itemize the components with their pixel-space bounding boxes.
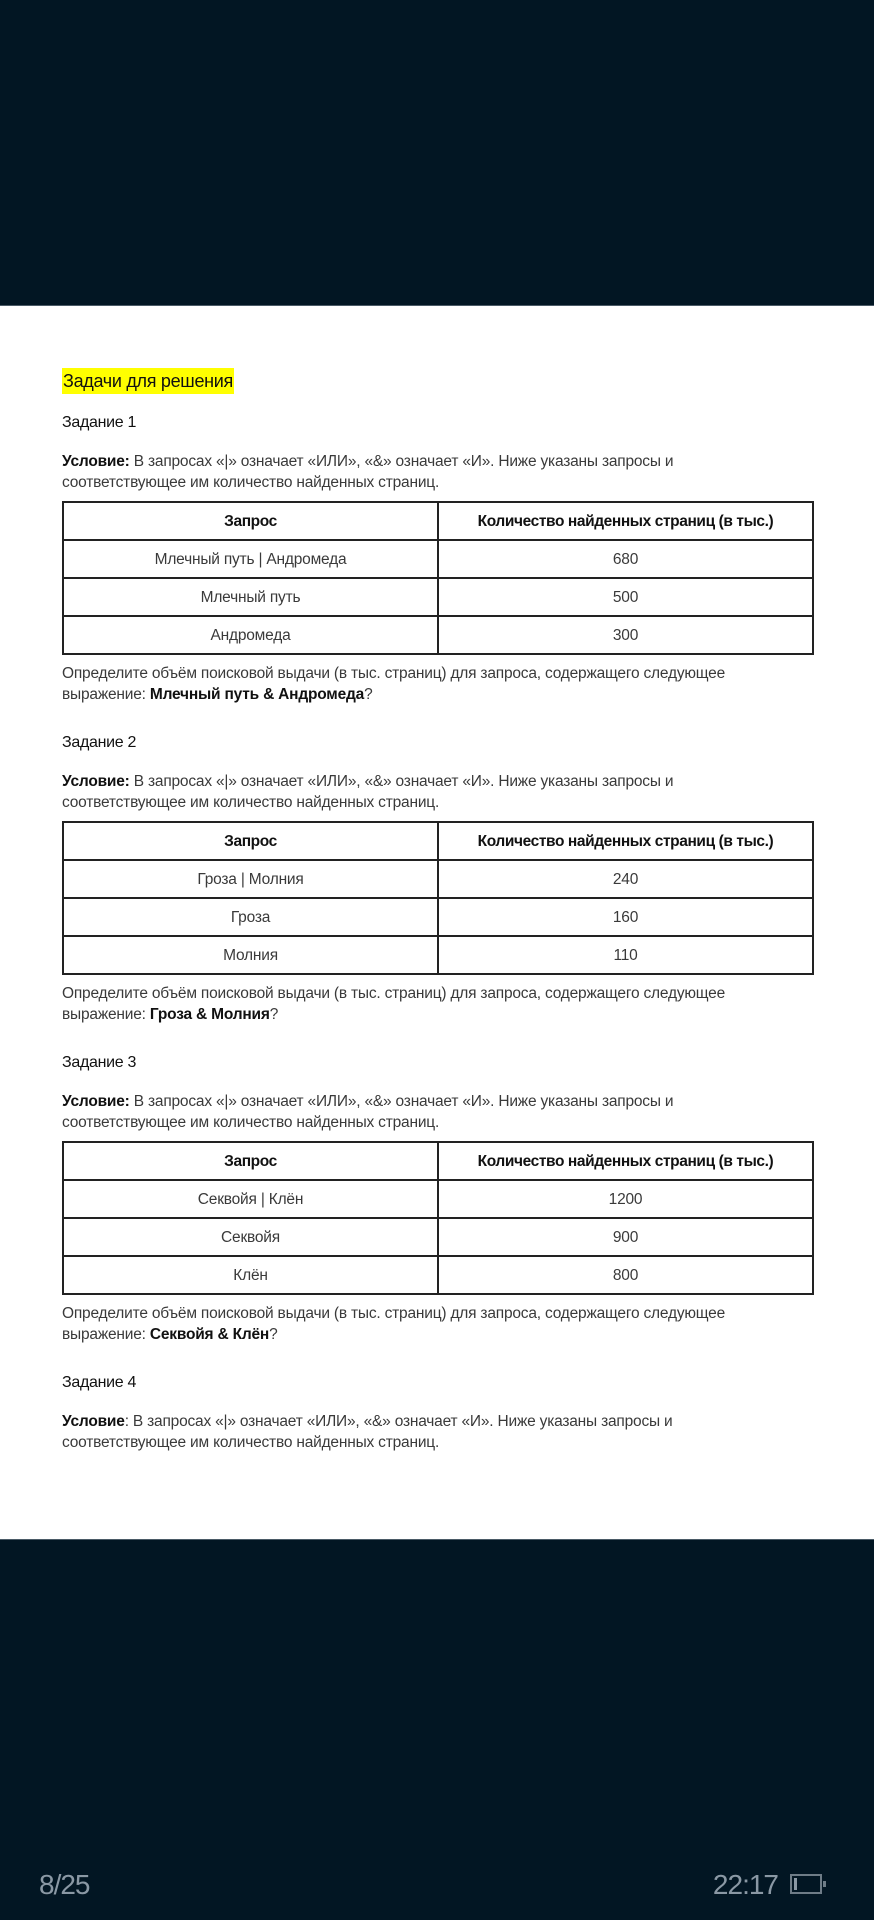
cell-count: 900 (438, 1218, 813, 1256)
cell-count: 240 (438, 860, 813, 898)
header-count: Количество найденных страниц (в тыс.) (438, 502, 813, 540)
cell-count: 500 (438, 578, 813, 616)
task-condition (62, 1091, 782, 1133)
cell-count: 110 (438, 936, 813, 974)
reader-status-bar (0, 1860, 874, 1910)
task-heading: Задание 4 (62, 1374, 137, 1391)
cell-query: Секвойя | Клён (63, 1180, 438, 1218)
question-expression: Секвойя & Клён (149, 1326, 270, 1343)
cell-count: 1200 (438, 1180, 813, 1218)
task-heading: Задание 3 (62, 1054, 137, 1071)
condition-text: В запросах «|» означает «ИЛИ», «&» означает «И». Ниже указаны запросы и соответствующее им количество найденных страниц. (62, 773, 674, 811)
cell-count: 300 (438, 616, 813, 654)
question-expression: Млечный путь & Андромеда (149, 686, 365, 703)
question-expression: Гроза & Молния (149, 1006, 270, 1023)
cell-count: 160 (438, 898, 813, 936)
cell-query: Клён (63, 1256, 438, 1294)
table-header-row (63, 502, 813, 540)
task-question (62, 1303, 802, 1345)
question-prefix: Определите объём поисковой выдачи (в тыс. страниц) для запроса, содержащего следующее выражение: (62, 1305, 726, 1343)
table-row (63, 1180, 813, 1218)
battery-level (794, 1878, 797, 1890)
question-suffix: ? (364, 686, 373, 703)
query-table (62, 1141, 814, 1295)
document-page[interactable] (0, 305, 874, 1540)
header-query: Запрос (63, 1142, 438, 1180)
condition-label: Условие (62, 1413, 125, 1430)
task-condition (62, 1411, 782, 1453)
task-heading: Задание 2 (62, 734, 137, 751)
cell-query: Секвойя (63, 1218, 438, 1256)
header-query: Запрос (63, 822, 438, 860)
page-counter: 8/25 (39, 1869, 90, 1900)
cell-query: Гроза (63, 898, 438, 936)
cell-query: Млечный путь (63, 578, 438, 616)
cell-query: Молния (63, 936, 438, 974)
condition-label: Условие: (62, 773, 130, 790)
task-heading: Задание 1 (62, 414, 137, 431)
table-row (63, 578, 813, 616)
condition-label: Условие: (62, 1093, 130, 1110)
table-row (63, 936, 813, 974)
cell-count: 800 (438, 1256, 813, 1294)
query-table (62, 821, 814, 975)
task-4 (62, 1372, 812, 1453)
cell-count: 680 (438, 540, 813, 578)
task-1 (62, 412, 812, 705)
table-row (63, 898, 813, 936)
condition-label: Условие: (62, 453, 130, 470)
condition-text: : В запросах «|» означает «ИЛИ», «&» означает «И». Ниже указаны запросы и соответствующее им количество найденных страниц. (62, 1413, 673, 1451)
cell-query: Млечный путь | Андромеда (63, 540, 438, 578)
table-row (63, 1256, 813, 1294)
question-prefix: Определите объём поисковой выдачи (в тыс. страниц) для запроса, содержащего следующее выражение: (62, 665, 726, 703)
question-suffix: ? (269, 1326, 278, 1343)
condition-text: В запросах «|» означает «ИЛИ», «&» означает «И». Ниже указаны запросы и соответствующее им количество найденных страниц. (62, 453, 674, 491)
cell-query: Андромеда (63, 616, 438, 654)
cell-query: Гроза | Молния (63, 860, 438, 898)
section-title-highlighted: Задачи для решения (62, 368, 234, 394)
table-row (63, 540, 813, 578)
condition-text: В запросах «|» означает «ИЛИ», «&» означает «И». Ниже указаны запросы и соответствующее им количество найденных страниц. (62, 1093, 674, 1131)
question-prefix: Определите объём поисковой выдачи (в тыс. страниц) для запроса, содержащего следующее выражение: (62, 985, 726, 1023)
task-condition (62, 451, 782, 493)
battery-terminal (823, 1881, 826, 1887)
question-suffix: ? (269, 1006, 279, 1023)
header-query: Запрос (63, 502, 438, 540)
header-count: Количество найденных страниц (в тыс.) (438, 1142, 813, 1180)
task-question (62, 663, 802, 705)
task-question (62, 983, 802, 1025)
table-row (63, 860, 813, 898)
task-condition (62, 771, 782, 813)
query-table (62, 501, 814, 655)
task-2 (62, 732, 812, 1025)
clock: 22:17 (712, 1869, 778, 1900)
table-row (63, 616, 813, 654)
table-row (63, 1218, 813, 1256)
table-header-row (63, 1142, 813, 1180)
battery-low-icon (790, 1874, 822, 1894)
table-header-row (63, 822, 813, 860)
header-count: Количество найденных страниц (в тыс.) (438, 822, 813, 860)
task-3 (62, 1052, 812, 1345)
